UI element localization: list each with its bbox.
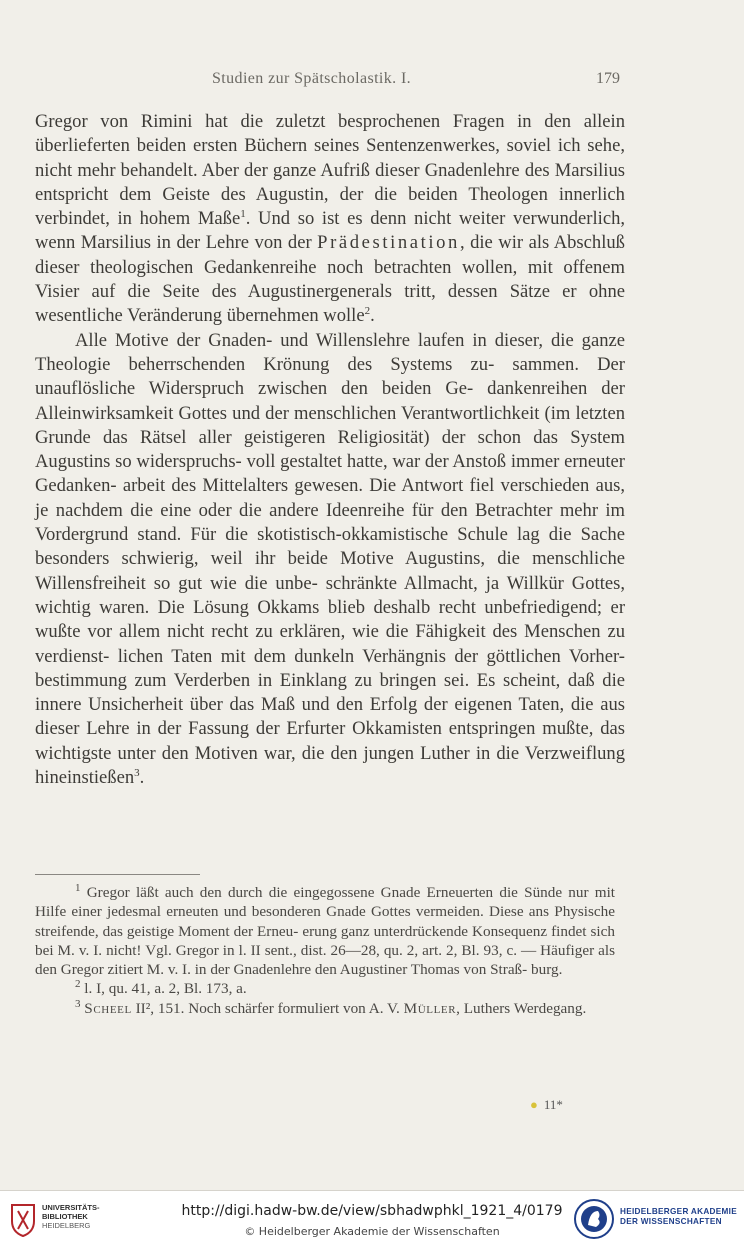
dot-icon: ● [530, 1097, 538, 1112]
library-name-line1: UNIVERSITÄTS- [42, 1203, 100, 1212]
emphasis-term: Prädestination [317, 232, 460, 254]
academy-logo[interactable] [574, 1197, 740, 1241]
footnote-2: $^2$ l. I, qu. 41, a. 2, Bl. 173, a. [75, 978, 247, 998]
footnote-ref-2: 2 [364, 305, 371, 318]
viewer-footer [0, 1190, 744, 1248]
library-name-line2: BIBLIOTHEK [42, 1212, 88, 1221]
copyright-notice: © Heidelberger Akademie der Wissenschaften [244, 1225, 500, 1238]
footnote-3: $^3$ Scheel II², 151. Noch schärfer formuliert von A. V. Müller, Luthers Werdegang. [75, 997, 587, 1017]
author-name: Müller [403, 999, 457, 1017]
signature-mark: ● 11* [530, 1097, 563, 1112]
permalink-url[interactable]: http://digi.hadw-bw.de/view/sbhadwphkl_1921_4/0179 [181, 1203, 563, 1219]
academy-name-line2: DER WISSENSCHAFTEN [620, 1217, 722, 1226]
footnote-divider [35, 874, 200, 875]
author-name: Scheel [84, 999, 132, 1017]
paragraph-1: Gregor von Rimini hat die zuletzt besprochenen Fragen in den allein überlieferten beiden ersten Büchern seines Sentenzenwerkes, soviel ich sehe, nicht mehr behandelt. Aber der ganze Aufriß dieser Gnadenlehre des Marsilius entspricht dem Geiste des Augustin, der die beiden Theologen innerlich verbindet, in hohem Maße$^1$. Und so ist es denn nicht weiter verwunderlich, wenn Marsilius in der Lehre von der Prädestination, die wir als Abschluß dieser theologischen Gedankenreihe noch betrachten wollen, mit offenem Visier auf die Seite des Augustinergenerals tritt, dessen Sätze er ohne wesentliche Veränderung übernehmen wolle$^2$. [35, 111, 626, 327]
footnote-ref-1: 1 [240, 208, 246, 220]
paragraph-2: Alle Motive der Gnaden- und Willenslehre laufen in dieser, die ganze Theologie beherrschenden Krönung des Systems zu- sammen. Der unauflösliche Widerspruch zwischen den beiden Ge- dankenreihen der Alleinwirksamkeit Gottes und der menschlichen Verantwortlichkeit (im letzten Grunde das Rätsel aller geistigeren Religiosität) der schon das System Augustins so widerspruchs- voll gestaltet hatte, war der Anstoß immer erneuter Gedanken- arbeit des Mittelalters gewesen. Die Antwort fiel verschieden aus, je nachdem die eine oder die andere Ideenreihe für den Betrachter mehr im Vordergrund stand. Für die skotistisch-okkamistische Schule lag die Sache besonders schwierig, weil ihr beide Motive Augustins, die menschliche Willensfreiheit so gut wie die unbe- schränkte Allmacht, ja Willkür Gottes, wichtig waren. Die Lösung Okkams blieb deshalb recht unbefriedigend; er wußte vor allem nicht recht zu erklären, wie die Fähigkeit des Menschen zu verdienst- lichen Taten mit dem dunkeln Verhängnis der göttlichen Vorher- bestimmung zum Verderben in Einklang zu bringen sei. Es scheint, daß die innere Unsicherheit über das Maß und den Erfolg der eigenen Taten, die aus dieser Lehre in der Fassung der Erfurter Okkamisten entspringen mußte, das wichtigste unter den Motiven war, die den jungen Luther in die Verzweiflung hineinstießen$^3$. [35, 329, 626, 789]
footnotes [35, 883, 615, 1018]
academy-seal-icon [574, 1197, 614, 1241]
footnote-1: $^1$ Gregor läßt auch den durch die eingegossene Gnade Erneuerten die Sünde nur mit Hilfe einer jedesmal erneuten und besonderen Gnade Gottes vermeiden. Diese ans Physische streifende, das geistige Moment der Erneu- erung ganz unterdrückende Konsequenz findet sich bei M. v. I. nicht! Vgl. Gregor in l. II sent., dist. 26—28, qu. 2, art. 2, Bl. 93, c. — Häufiger als den Gregor zitiert M. v. I. in der Gnadenlehre den Augustiner Thomas von Straß- burg. [35, 881, 616, 979]
library-name-line3: HEIDELBERG [42, 1221, 91, 1230]
running-title: Studien zur Spätscholastik. I. [212, 70, 412, 87]
footnote-ref-3: 3 [134, 766, 140, 779]
main-text [35, 110, 625, 790]
page-number: 179 [596, 70, 620, 87]
academy-name-line1: HEIDELBERGER AKADEMIE [620, 1207, 737, 1216]
running-header [0, 70, 744, 94]
